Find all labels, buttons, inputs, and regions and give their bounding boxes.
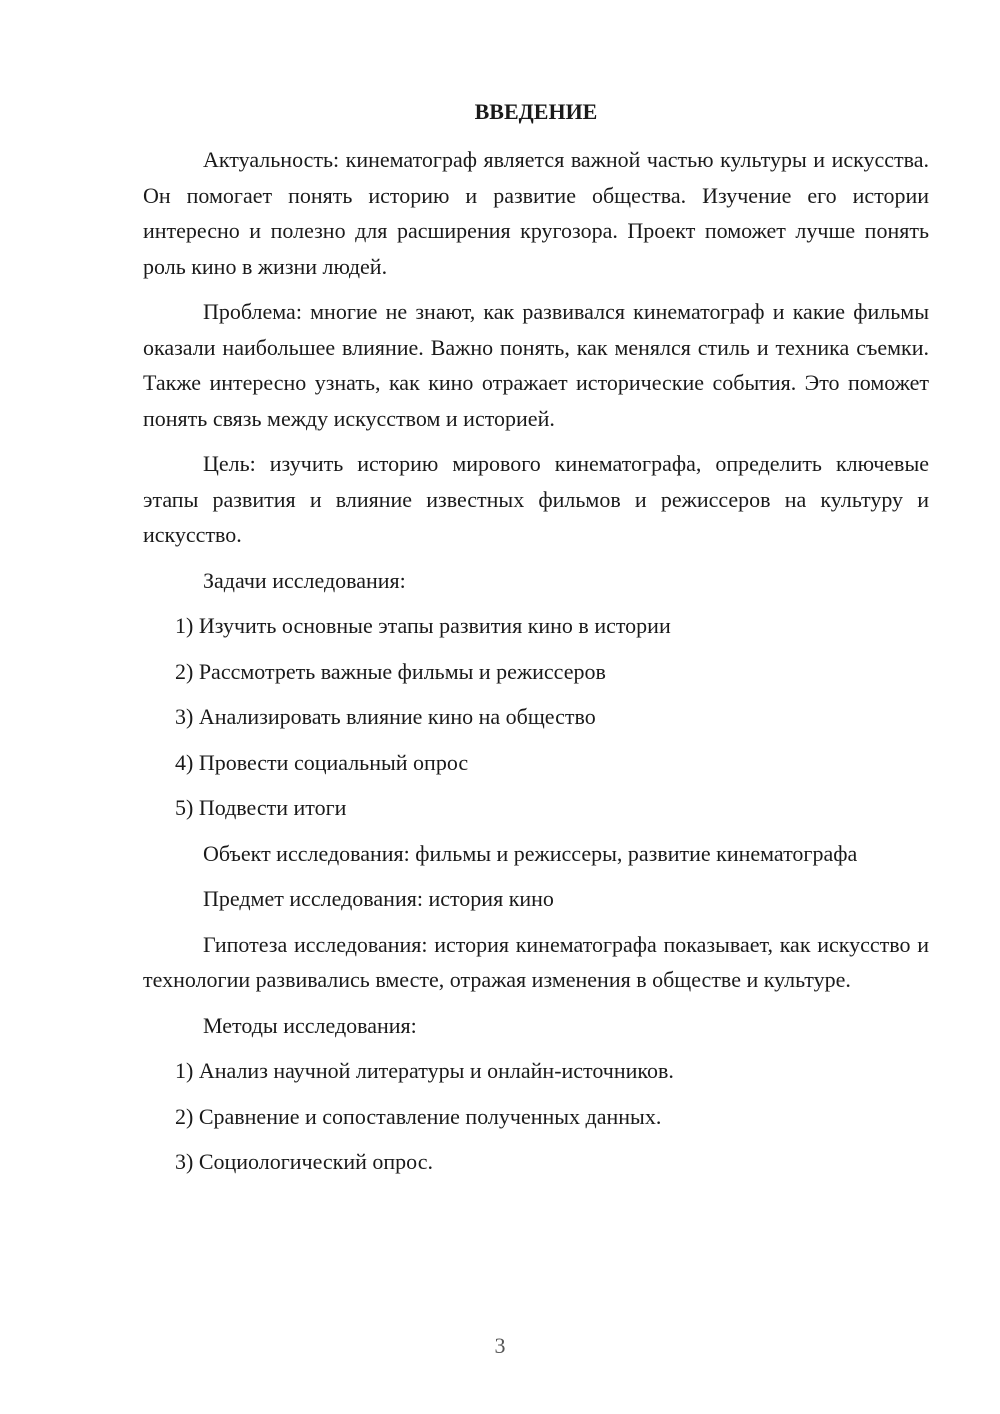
document-page bbox=[143, 95, 929, 1190]
methods-heading: Методы исследования: bbox=[203, 1012, 417, 1038]
list-item: 4) Провести социальный опрос bbox=[175, 749, 469, 775]
list-item: 3) Социологический опрос. bbox=[175, 1149, 433, 1174]
list-item: 1) Анализ научной литературы и онлайн-источников. bbox=[175, 1058, 674, 1083]
tasks-heading: Задачи исследования: bbox=[203, 567, 406, 593]
list-item: 2) Рассмотреть важные фильмы и режиссеров bbox=[175, 658, 606, 684]
list-item: 5) Подвести итоги bbox=[175, 795, 347, 820]
relevance-paragraph: Актуальность: кинематограф является важной частью культуры и искусства. Он помогает понять историю и развитие общества. Изучение его истории интересно и полезно для расширения кругозора. Проект поможет лучше понять роль кино в жизни людей. bbox=[143, 147, 929, 279]
hypothesis-paragraph: Гипотеза исследования: история кинематографа показывает, как искусство и технологии развивались вместе, отражая изменения в обществе и культуре. bbox=[143, 931, 929, 992]
list-item: 1) Изучить основные этапы развития кино в истории bbox=[175, 613, 671, 638]
list-item: 3) Анализировать влияние кино на общество bbox=[175, 704, 596, 729]
subject-paragraph: Предмет исследования: история кино bbox=[203, 886, 554, 911]
problem-paragraph: Проблема: многие не знают, как развивался кинематограф и какие фильмы оказали наибольшее влияние. Важно понять, как менялся стиль и техника съемки. Также интересно узнать, как кино отражает исторические события. Это поможет понять связь между искусством и историей. bbox=[143, 299, 929, 431]
goal-paragraph: Цель: изучить историю мирового кинематографа, определить ключевые этапы развития и влияние известных фильмов и режиссеров на культуру и искусство. bbox=[143, 451, 929, 547]
object-paragraph: Объект исследования: фильмы и режиссеры, развитие кинематографа bbox=[203, 840, 858, 866]
page-title: ВВЕДЕНИЕ bbox=[474, 99, 598, 124]
list-item: 2) Сравнение и сопоставление полученных данных. bbox=[175, 1103, 662, 1129]
page-number: 3 bbox=[494, 1333, 506, 1358]
